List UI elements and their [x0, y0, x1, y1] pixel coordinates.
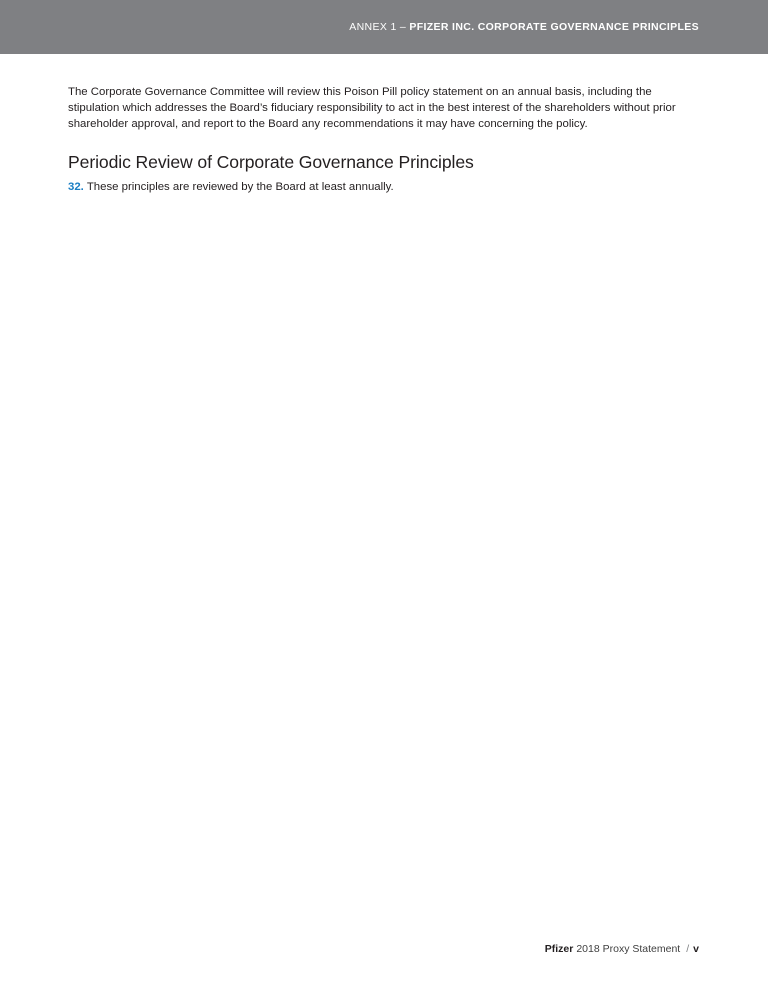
section-heading: Periodic Review of Corporate Governance Principles: [68, 151, 474, 172]
page-header-band: [0, 0, 768, 54]
item-number: 32.: [68, 180, 84, 193]
running-head: [349, 21, 699, 33]
footer-brand: Pfizer: [544, 943, 574, 955]
running-head-title: PFIZER INC. CORPORATE GOVERNANCE PRINCIPLES: [409, 21, 699, 33]
running-head-prefix: ANNEX 1 –: [349, 21, 410, 33]
page-content: [68, 84, 700, 195]
numbered-list-item: [68, 179, 700, 195]
page-footer: [545, 943, 699, 955]
footer-statement: 2018 Proxy Statement: [576, 943, 681, 955]
footer-page-number: v: [693, 943, 699, 955]
body-paragraph: The Corporate Governance Committee will review this Poison Pill policy statement on an annual basis, including the stipulation which addresses the Board’s fiduciary responsibility to act in the best interest of the shareholders without prior shareholder approval, and report to the Board any recommendations it may have concerning the policy.: [68, 86, 676, 131]
item-text: These principles are reviewed by the Board at least annually.: [86, 180, 394, 193]
footer-separator: /: [686, 943, 690, 955]
